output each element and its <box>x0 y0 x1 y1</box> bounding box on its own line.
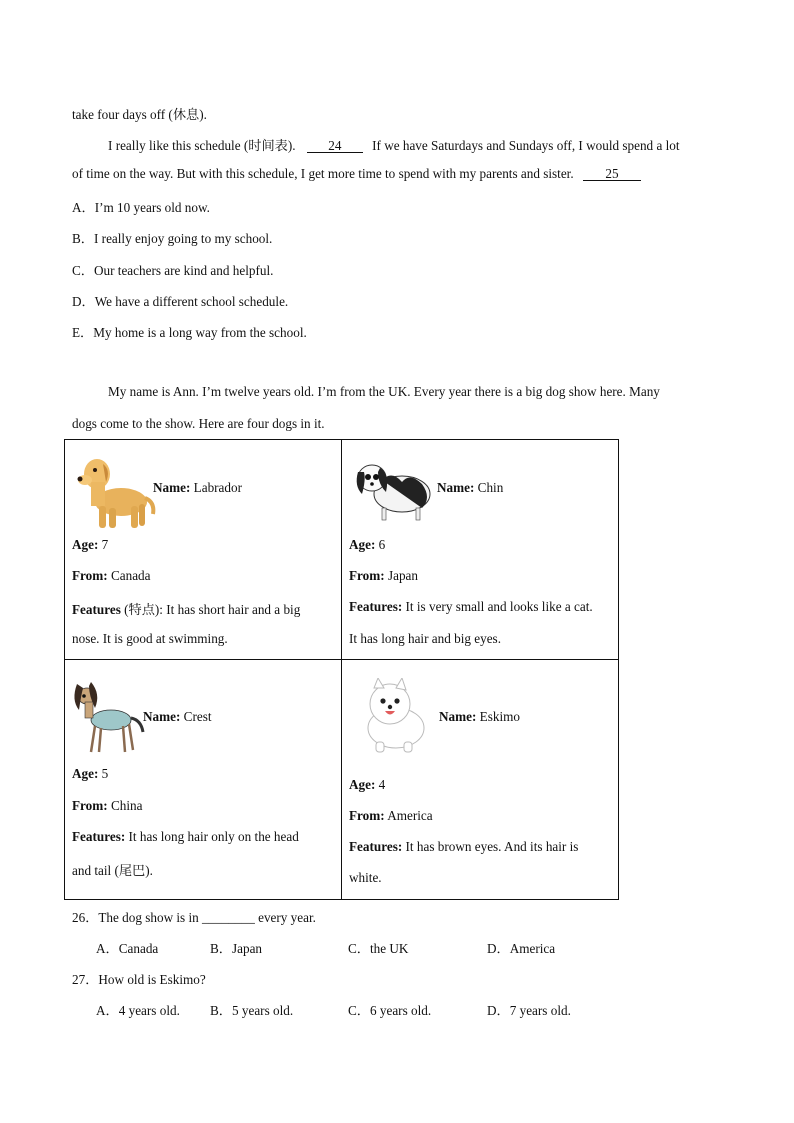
choice-b[interactable] <box>210 1000 293 1019</box>
choice-text: America <box>509 941 556 956</box>
choice-text: 7 years old. <box>509 1003 571 1018</box>
dog-features: It is very small and looks like a cat. <box>405 599 593 614</box>
dog-age-row <box>349 777 385 793</box>
dog-from: Canada <box>110 568 151 583</box>
option-c <box>72 260 273 279</box>
dog-age-row <box>72 537 108 553</box>
choice-c[interactable] <box>348 938 408 957</box>
dog-name-row <box>439 709 520 725</box>
option-label: D． <box>72 294 95 309</box>
name-label: Name: <box>143 709 181 724</box>
dog-from: Japan <box>387 568 418 583</box>
choice-label: C． <box>348 1003 370 1018</box>
option-text: I really enjoy going to my school. <box>93 231 273 246</box>
option-b <box>72 228 272 247</box>
features-cn-label: (特点): <box>120 602 163 617</box>
choice-text: the UK <box>369 941 409 956</box>
dog-card-eskimo <box>342 660 619 900</box>
age-label: Age: <box>72 537 99 552</box>
passage-text: I really like this schedule (时间表). <box>108 138 296 153</box>
dog-from-row <box>72 798 142 814</box>
age-label: Age: <box>349 537 376 552</box>
dog-name: Crest <box>183 709 212 724</box>
dog-name-row <box>153 480 242 496</box>
dog-features-row <box>72 599 300 618</box>
choice-label: B． <box>210 941 232 956</box>
crest-dog-image <box>71 680 147 754</box>
choice-c[interactable] <box>348 1000 431 1019</box>
dog-age: 7 <box>101 537 109 552</box>
eskimo-dog-image <box>358 678 432 754</box>
features-label: Features <box>72 602 121 617</box>
dog-card-crest <box>65 660 342 900</box>
choice-d[interactable] <box>487 938 555 957</box>
question-number: 27． <box>72 972 99 987</box>
dog-from-row <box>349 808 433 824</box>
dog-name: Eskimo <box>479 709 520 724</box>
passage-line: take four days off (休息). <box>72 107 207 122</box>
dog-from-row <box>72 568 151 584</box>
option-label: E． <box>72 325 94 340</box>
dogs-table <box>64 439 619 900</box>
passage-line <box>108 135 680 154</box>
dog-name: Labrador <box>193 480 242 495</box>
question-27 <box>72 969 206 988</box>
dog-features: It has long hair only on the head <box>128 829 299 844</box>
features-label: Features: <box>72 829 126 844</box>
choice-b[interactable] <box>210 938 262 957</box>
dog-name-row <box>437 480 503 496</box>
dog-age: 5 <box>101 766 109 781</box>
from-label: From: <box>349 568 385 583</box>
dog-from: China <box>110 798 143 813</box>
dog-features: It has short hair and a big <box>166 602 301 617</box>
dog-features-row <box>349 599 593 615</box>
question-blank[interactable]: ________ <box>202 910 255 925</box>
dog-name-row <box>143 709 212 725</box>
option-text: My home is a long way from the school. <box>93 325 307 340</box>
question-number: 26． <box>72 910 99 925</box>
question-stem: The dog show is in <box>98 910 199 925</box>
dog-age: 6 <box>378 537 386 552</box>
question-26 <box>72 907 316 926</box>
choice-d[interactable] <box>487 1000 571 1019</box>
choice-label: D． <box>487 1003 510 1018</box>
option-text: We have a different school schedule. <box>94 294 289 309</box>
option-e <box>72 322 307 341</box>
passage-text: If we have Saturdays and Sundays off, I would spend a lot <box>372 138 680 153</box>
dog-features-row <box>349 839 578 855</box>
option-label: B． <box>72 231 94 246</box>
choice-text: Canada <box>118 941 159 956</box>
option-label: A． <box>72 200 95 215</box>
dog-from-row <box>349 568 418 584</box>
choice-text: 6 years old. <box>369 1003 432 1018</box>
name-label: Name: <box>153 480 191 495</box>
answer-blank-25[interactable]: 25 <box>583 167 641 181</box>
option-text: I’m 10 years old now. <box>94 200 210 215</box>
dog-features-row: and tail (尾巴). <box>72 863 153 878</box>
choice-label: A． <box>96 941 119 956</box>
choice-text: Japan <box>231 941 263 956</box>
choice-label: A． <box>96 1003 119 1018</box>
age-label: Age: <box>72 766 99 781</box>
choice-text: 5 years old. <box>231 1003 294 1018</box>
from-label: From: <box>72 798 108 813</box>
question-stem: every year. <box>258 910 316 925</box>
option-d <box>72 291 288 310</box>
dog-card-chin <box>342 440 619 660</box>
option-label: C． <box>72 263 94 278</box>
choice-label: D． <box>487 941 510 956</box>
dog-age: 4 <box>378 777 386 792</box>
passage-line <box>72 166 641 182</box>
from-label: From: <box>349 808 385 823</box>
name-label: Name: <box>437 480 475 495</box>
answer-blank-24[interactable]: 24 <box>307 139 363 153</box>
dog-age-row <box>349 537 385 553</box>
choice-text: 4 years old. <box>118 1003 180 1018</box>
labrador-dog-image <box>73 446 157 530</box>
option-text: Our teachers are kind and helpful. <box>93 263 274 278</box>
dog-features-row: It has long hair and big eyes. <box>349 631 501 646</box>
choice-label: C． <box>348 941 370 956</box>
passage-line: My name is Ann. I’m twelve years old. I’m from the UK. Every year there is a big dog show here. Many <box>108 384 660 399</box>
from-label: From: <box>72 568 108 583</box>
choice-label: B． <box>210 1003 232 1018</box>
dog-features-row: nose. It is good at swimming. <box>72 631 228 646</box>
dog-features-row <box>72 829 299 845</box>
dog-name: Chin <box>477 480 504 495</box>
dog-features: It has brown eyes. And its hair is <box>405 839 579 854</box>
dog-card-labrador <box>65 440 342 660</box>
age-label: Age: <box>349 777 376 792</box>
passage-text: of time on the way. But with this schedule, I get more time to spend with my parents and sister. <box>72 166 574 181</box>
features-label: Features: <box>349 599 403 614</box>
choice-a[interactable] <box>96 938 158 957</box>
chin-dog-image <box>352 450 436 524</box>
name-label: Name: <box>439 709 477 724</box>
option-a <box>72 197 210 216</box>
features-label: Features: <box>349 839 403 854</box>
passage-line: dogs come to the show. Here are four dogs in it. <box>72 416 325 431</box>
question-stem: How old is Eskimo? <box>98 972 206 987</box>
choice-a[interactable] <box>96 1000 180 1019</box>
dog-features-row: white. <box>349 870 382 885</box>
dog-age-row <box>72 766 108 782</box>
dog-from: America <box>387 808 433 823</box>
